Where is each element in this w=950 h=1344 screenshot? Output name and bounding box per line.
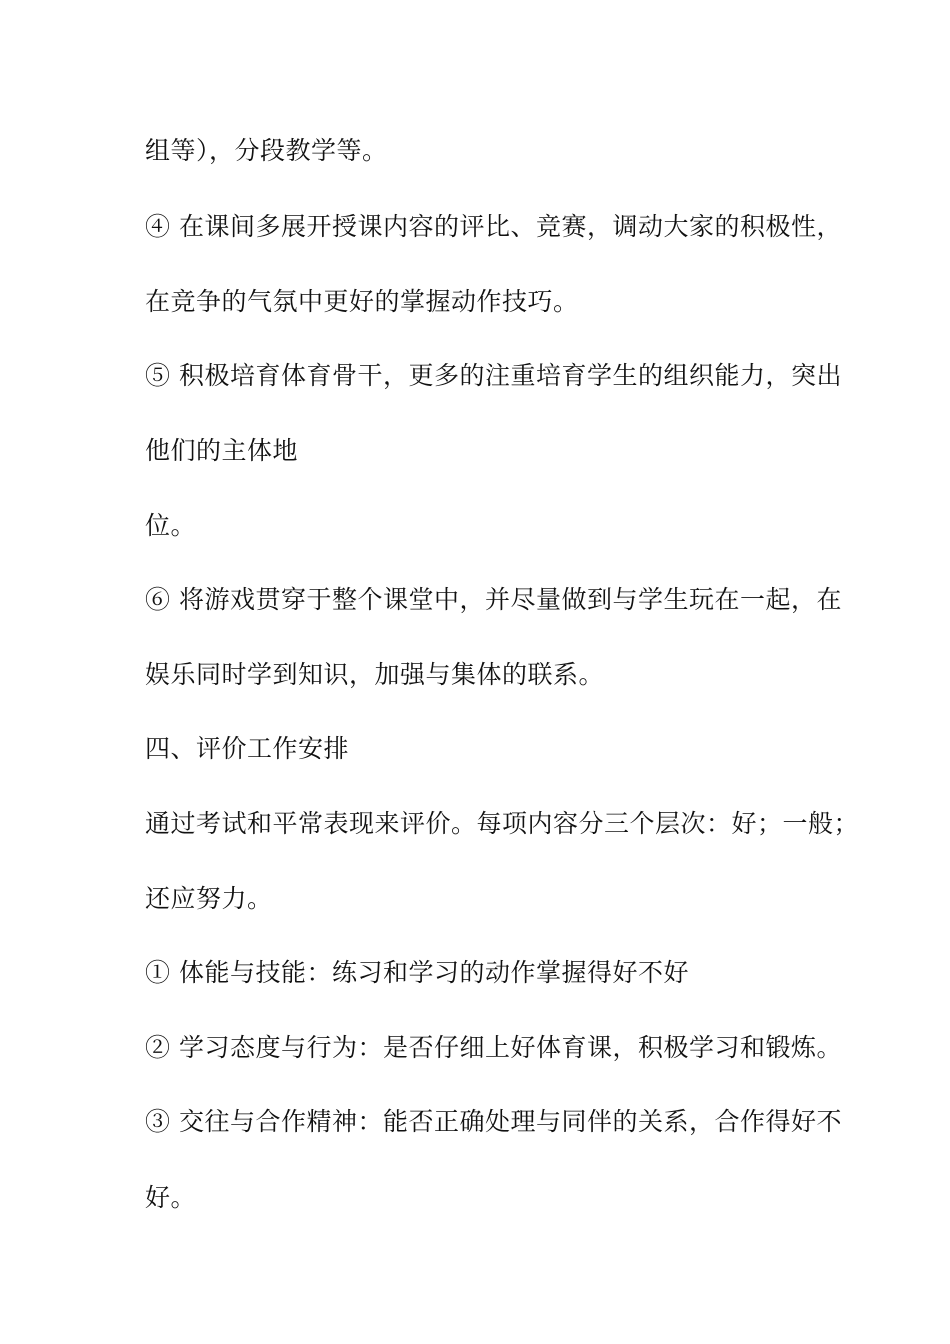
text-line: ④ 在课间多展开授课内容的评比、竞赛，调动大家的积极性，: [145, 212, 842, 241]
text-line: 通过考试和平常表现来评价。每项内容分三个层次：好；一般；: [145, 809, 860, 838]
text-line: 组等），分段教学等。: [145, 136, 388, 165]
text-line: 位。: [145, 511, 197, 540]
list-item: ① 体能与技能：练习和学习的动作掌握得好不好: [145, 958, 689, 987]
text-line: 还应努力。: [145, 884, 273, 913]
text-line: 好。: [145, 1183, 197, 1212]
text-line: ⑤ 积极培育体育骨干，更多的注重培育学生的组织能力，突出: [145, 361, 842, 390]
list-item: ② 学习态度与行为：是否仔细上好体育课，积极学习和锻炼。: [145, 1033, 842, 1062]
section-heading: 四、评价工作安排: [145, 734, 350, 763]
text-line: 在竞争的气氛中更好的掌握动作技巧。: [145, 287, 579, 316]
text-line: ⑥ 将游戏贯穿于整个课堂中，并尽量做到与学生玩在一起，在: [145, 585, 842, 614]
text-line: 娱乐同时学到知识，加强与集体的联系。: [145, 660, 605, 689]
list-item: ③ 交往与合作精神：能否正确处理与同伴的关系，合作得好不: [145, 1107, 842, 1136]
text-line: 他们的主体地: [145, 436, 299, 465]
